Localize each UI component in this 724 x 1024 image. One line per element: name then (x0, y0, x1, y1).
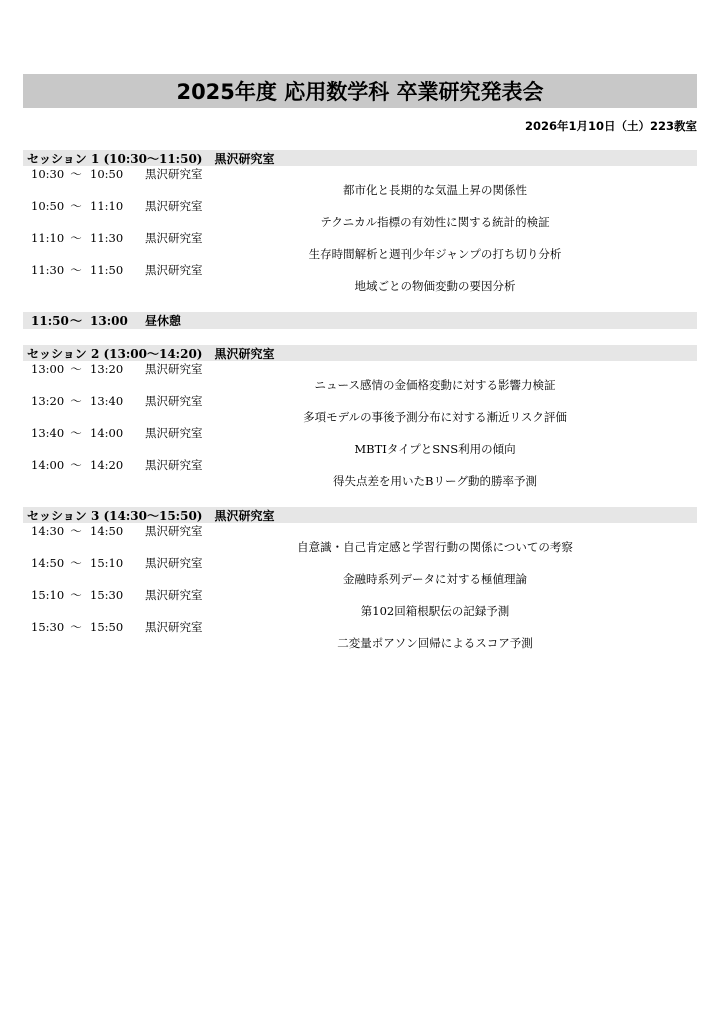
end-time: 15:30 (90, 588, 124, 602)
end-time: 15:10 (90, 556, 124, 570)
end-time: 11:30 (90, 231, 124, 245)
talk-row (23, 198, 697, 230)
lab-name: 黒沢研究室 (145, 426, 203, 440)
talk-row (23, 425, 697, 457)
end-time: 15:50 (90, 620, 124, 634)
talk-row (23, 262, 697, 294)
time-separator: 〜 (70, 231, 82, 245)
talk-row (23, 523, 697, 555)
start-time: 14:00 (31, 458, 65, 472)
lab-name: 黒沢研究室 (145, 362, 203, 376)
session-label: セッション 2 (13:00〜14:20) (27, 346, 203, 361)
talk-row (23, 587, 697, 619)
talk-topic: テクニカル指標の有効性に関する統計的検証 (320, 215, 550, 229)
start-time: 11:30 (31, 263, 65, 277)
talk-row (23, 619, 697, 651)
talk-row (23, 361, 697, 393)
lab-name: 黒沢研究室 (145, 524, 203, 538)
lunch-start-time: 11:50 (31, 313, 69, 328)
talk-topic: 得失点差を用いたBリーグ動的勝率予測 (333, 474, 537, 488)
talk-topic: 多項モデルの事後予測分布に対する漸近リスク評価 (303, 410, 567, 424)
session-label: セッション 1 (10:30〜11:50) (27, 151, 203, 166)
talk-topic: 都市化と長期的な気温上昇の関係性 (343, 183, 527, 197)
talk-topic: 第102回箱根駅伝の記録予測 (360, 604, 510, 618)
session-room: 黒沢研究室 (214, 346, 275, 361)
time-separator: 〜 (69, 314, 82, 328)
lab-name: 黒沢研究室 (145, 199, 203, 213)
end-time: 13:20 (90, 362, 124, 376)
session-1 (23, 150, 697, 294)
lab-name: 黒沢研究室 (145, 167, 203, 181)
start-time: 11:10 (31, 231, 65, 245)
talk-row (23, 230, 697, 262)
time-separator: 〜 (70, 620, 82, 634)
end-time: 13:40 (90, 394, 124, 408)
session-3 (23, 507, 697, 651)
talk-topic: MBTIタイプとSNS利用の傾向 (354, 442, 516, 456)
date-venue: 2026年1月10日（土）223教室 (524, 119, 697, 133)
end-time: 10:50 (90, 167, 124, 181)
lunch-break (23, 312, 697, 329)
lab-name: 黒沢研究室 (145, 263, 203, 277)
start-time: 14:30 (31, 524, 65, 538)
time-separator: 〜 (70, 199, 82, 213)
time-separator: 〜 (70, 263, 82, 277)
start-time: 10:50 (31, 199, 65, 213)
talk-topic: 生存時間解析と週刊少年ジャンプの打ち切り分析 (308, 247, 562, 261)
session-label: セッション 3 (14:30〜15:50) (27, 508, 203, 523)
lab-name: 黒沢研究室 (145, 231, 203, 245)
start-time: 15:30 (31, 620, 65, 634)
talk-topic: 地域ごとの物価変動の要因分析 (354, 279, 516, 293)
talk-row (23, 457, 697, 489)
session-header (23, 507, 697, 523)
start-time: 10:30 (31, 167, 65, 181)
start-time: 13:00 (31, 362, 65, 376)
time-separator: 〜 (70, 588, 82, 602)
lab-name: 黒沢研究室 (145, 394, 203, 408)
talk-topic: 二変量ポアソン回帰によるスコア予測 (337, 636, 533, 650)
end-time: 11:50 (90, 263, 124, 277)
lunch-label: 昼休憩 (145, 314, 182, 328)
end-time: 14:00 (90, 426, 124, 440)
time-separator: 〜 (70, 362, 82, 376)
time-separator: 〜 (70, 426, 82, 440)
time-separator: 〜 (70, 458, 82, 472)
start-time: 15:10 (31, 588, 65, 602)
end-time: 14:50 (90, 524, 124, 538)
page-title: 2025年度 応用数学科 卒業研究発表会 (176, 80, 544, 104)
lab-name: 黒沢研究室 (145, 556, 203, 570)
session-room: 黒沢研究室 (214, 151, 275, 166)
start-time: 13:20 (31, 394, 65, 408)
lunch-end-time: 13:00 (90, 313, 128, 328)
session-2 (23, 345, 697, 489)
talk-row (23, 555, 697, 587)
time-separator: 〜 (70, 167, 82, 181)
session-room: 黒沢研究室 (214, 508, 275, 523)
talk-topic: ニュース感情の金価格変動に対する影響力検証 (314, 378, 556, 392)
time-separator: 〜 (70, 394, 82, 408)
end-time: 14:20 (90, 458, 124, 472)
talk-row (23, 166, 697, 198)
session-header (23, 345, 697, 361)
time-separator: 〜 (70, 524, 82, 538)
lab-name: 黒沢研究室 (145, 458, 203, 472)
end-time: 11:10 (90, 199, 124, 213)
session-header (23, 150, 697, 166)
talk-topic: 自意識・自己肯定感と学習行動の関係についての考察 (297, 540, 573, 554)
talk-row (23, 393, 697, 425)
talk-topic: 金融時系列データに対する極値理論 (343, 572, 527, 586)
time-separator: 〜 (70, 556, 82, 570)
start-time: 14:50 (31, 556, 65, 570)
lab-name: 黒沢研究室 (145, 620, 203, 634)
page-title-bar (23, 74, 697, 108)
lab-name: 黒沢研究室 (145, 588, 203, 602)
start-time: 13:40 (31, 426, 65, 440)
